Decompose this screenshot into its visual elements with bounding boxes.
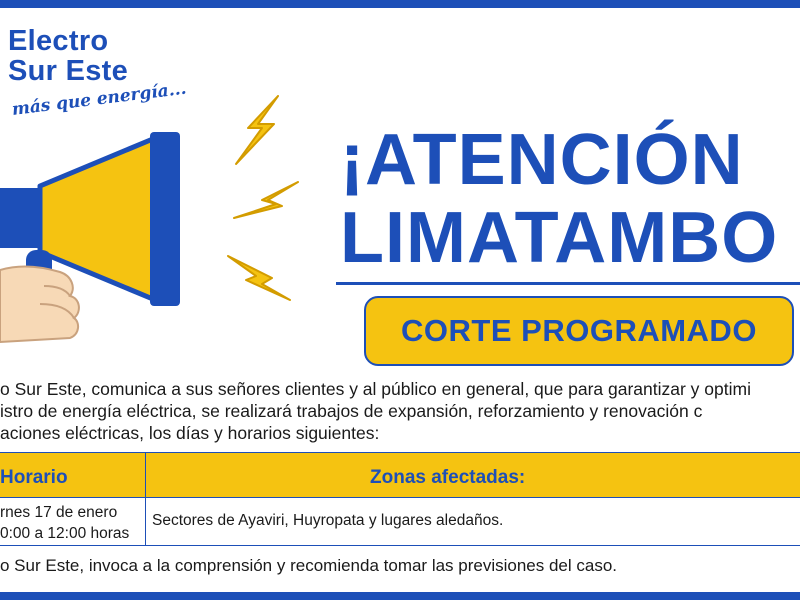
hand-icon bbox=[0, 266, 79, 342]
logo-line-2: Sur Este bbox=[8, 55, 129, 87]
logo-line-1: Electro bbox=[8, 25, 109, 57]
table-bottom-border bbox=[0, 545, 800, 546]
headline-location: LIMATAMBO bbox=[340, 198, 779, 278]
schedule-date-cell bbox=[0, 502, 129, 544]
lightning-bolt-icon bbox=[228, 96, 298, 300]
header-zonas: Zonas afectadas: bbox=[370, 467, 526, 488]
schedule-zones-cell: Sectores de Ayaviri, Huyropata y lugares aledaños. bbox=[152, 512, 504, 529]
headline-attention: ¡ATENCIÓN bbox=[340, 120, 744, 200]
column-divider bbox=[145, 452, 146, 546]
headline-underline bbox=[336, 282, 800, 285]
bottom-border bbox=[0, 592, 800, 600]
schedule-date: rnes 17 de enero bbox=[0, 504, 118, 521]
badge-label: CORTE PROGRAMADO bbox=[401, 313, 757, 348]
closing-text: o Sur Este, invoca a la comprensión y recomienda tomar las previsiones del caso. bbox=[0, 556, 618, 575]
megaphone-illustration bbox=[0, 90, 320, 350]
slogan: más que energía... bbox=[10, 78, 188, 120]
schedule-table bbox=[0, 452, 800, 546]
intro-line-1: o Sur Este, comunica a sus señores clientes y al público en general, que para garantizar y optimi bbox=[0, 379, 751, 399]
schedule-time: 0:00 a 12:00 horas bbox=[0, 525, 130, 542]
top-border bbox=[0, 0, 800, 8]
scheduled-outage-badge bbox=[364, 296, 794, 366]
intro-line-2: istro de energía eléctrica, se realizará trabajos de expansión, reforzamiento y renovación c bbox=[0, 401, 703, 421]
intro-paragraph bbox=[0, 378, 800, 444]
intro-line-3: aciones eléctricas, los días y horarios siguientes: bbox=[0, 423, 380, 443]
header-horario: Horario bbox=[0, 467, 68, 488]
schedule-header-row bbox=[0, 452, 800, 498]
logo bbox=[8, 26, 128, 86]
